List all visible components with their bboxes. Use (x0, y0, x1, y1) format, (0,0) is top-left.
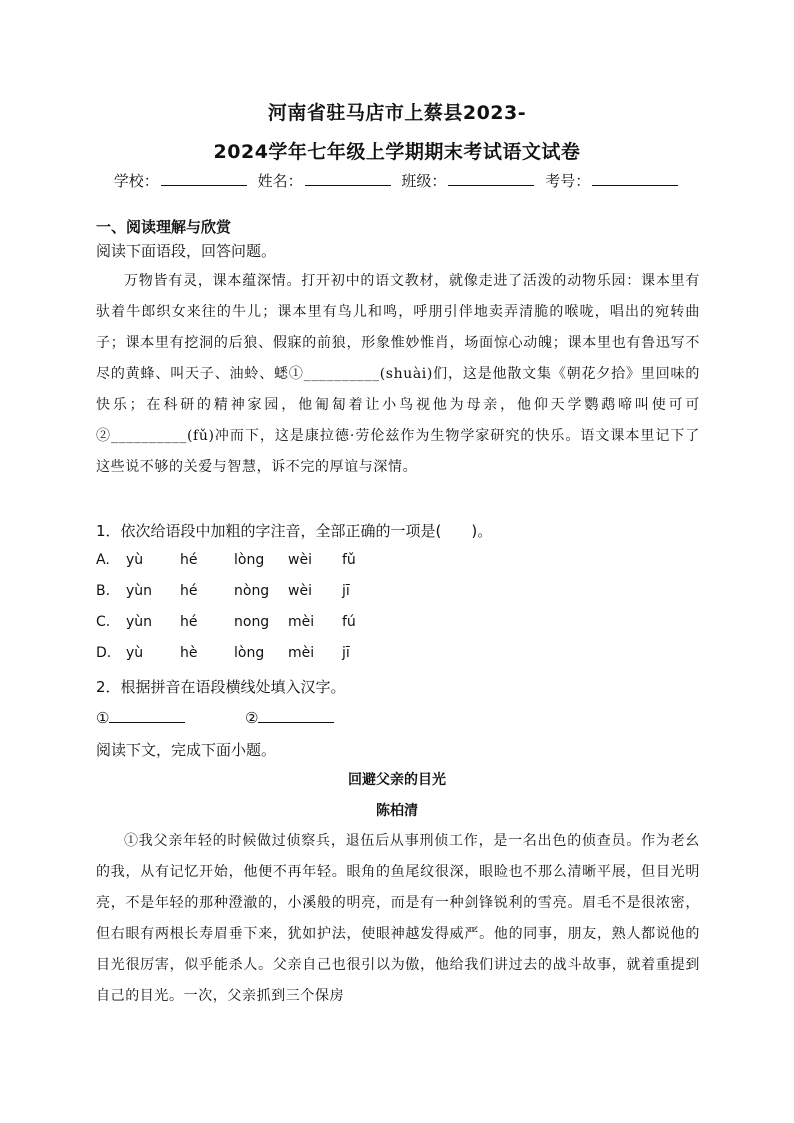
pinyin: yùn (126, 614, 153, 630)
option-label: C. (96, 614, 111, 630)
name-blank[interactable] (305, 171, 391, 186)
article-title: 回避父亲的目光 (348, 772, 446, 788)
reading-instruction-2: 阅读下文，完成下面小题。 (96, 741, 277, 759)
exam-title-line1: 河南省驻马店市上蔡县2023- (267, 102, 527, 124)
exam-title-line2: 2024学年七年级上学期期末考试语文试卷 (213, 141, 581, 163)
pinyin: yù (126, 645, 144, 661)
name-label: 姓名： (257, 172, 303, 190)
pinyin: nong (234, 614, 270, 630)
blank-1-marker: ① (96, 709, 110, 727)
pinyin: fǔ (342, 552, 356, 568)
pinyin: wèi (288, 552, 312, 568)
pinyin: wèi (288, 583, 312, 599)
pinyin: yùn (126, 583, 153, 599)
section-heading: 一、阅读理解与欣赏 (96, 218, 232, 236)
pinyin: mèi (288, 614, 315, 630)
class-blank[interactable] (448, 171, 534, 186)
pinyin: hé (180, 552, 198, 568)
article-passage: ①我父亲年轻的时候做过侦察兵，退伍后从事刑侦工作，是一名出色的侦查员。作为老幺的我，从有记忆开始，他便不再年轻。眼角的鱼尾纹很深，眼睑也不那么清晰平展，但目光明亮，不是年轻的那种澄澈的，小溪般的明亮，而是有一种剑锋锐利的雪亮。眉毛不是很浓密，但右眼有两根长寿眉垂下来，犹如护法，使眼神越发得威严。他的同事，朋友，熟人都说他的目光很厉害，似乎能杀人。父亲自己也很引以为傲，他给我们讲过去的战斗故事，就着重提到自己的目光。一次，父亲抓到三个保房 (96, 833, 700, 1004)
pinyin: mèi (288, 645, 315, 661)
option-a[interactable] (96, 552, 396, 568)
pinyin: hé (180, 614, 198, 630)
pinyin: jī (342, 583, 350, 599)
answer-blank-2[interactable] (258, 708, 334, 723)
exam-number-label: 考号： (545, 172, 591, 190)
question-2: 2．根据拼音在语段横线处填入汉字。 (96, 678, 346, 696)
pinyin: nòng (234, 583, 270, 599)
school-blank[interactable] (161, 171, 247, 186)
exam-number-blank[interactable] (592, 171, 678, 186)
option-label: B. (96, 583, 111, 599)
answer-blanks-row (96, 708, 700, 727)
pinyin: hé (180, 583, 198, 599)
school-label: 学校： (113, 172, 159, 190)
reading-instruction: 阅读下面语段，回答问题。 (96, 242, 277, 260)
question-1: 1．依次给语段中加粗的字注音，全部正确的一项是( )。 (96, 522, 493, 540)
option-c[interactable] (96, 614, 396, 630)
option-label: A. (96, 552, 110, 568)
pinyin: lòng (234, 645, 265, 661)
article-author: 陈柏清 (376, 803, 418, 819)
pinyin: fú (342, 614, 356, 630)
pinyin: hè (180, 645, 198, 661)
pinyin: jī (342, 645, 350, 661)
student-info-row (0, 170, 794, 191)
reading-passage: 万物皆有灵，课本蕴深情。打开初中的语文教材，就像走进了活泼的动物乐园：课本里有驮着牛郎织女来往的牛儿；课本里有鸟儿和鸣，呼朋引伴地卖弄清脆的喉咙，唱出的宛转曲子；课本里有挖洞的后狼、假寐的前狼，形象惟妙惟肖，场面惊心动魄；课本里也有鲁迅写不尽的黄蜂、叫天子、油蛉、蟋①__________(shuài)们，这是他散文集《朝花夕拾》里回味的快乐；在科研的精神家园，他匍匐着让小鸟视他为母亲，他仰天学鹦鹉啼叫使可可②__________(fǔ)冲而下，这是康拉德·劳伦兹作为生物学家研究的快乐。语文课本里记下了这些说不够的关爱与智慧，诉不完的厚谊与深情。 (96, 273, 700, 475)
pinyin: lòng (234, 552, 265, 568)
class-label: 班级： (401, 172, 447, 190)
pinyin: yù (126, 552, 144, 568)
blank-2-marker: ② (245, 709, 259, 727)
option-b[interactable] (96, 583, 396, 599)
option-label: D. (96, 645, 112, 661)
answer-blank-1[interactable] (109, 708, 185, 723)
option-d[interactable] (96, 645, 396, 661)
